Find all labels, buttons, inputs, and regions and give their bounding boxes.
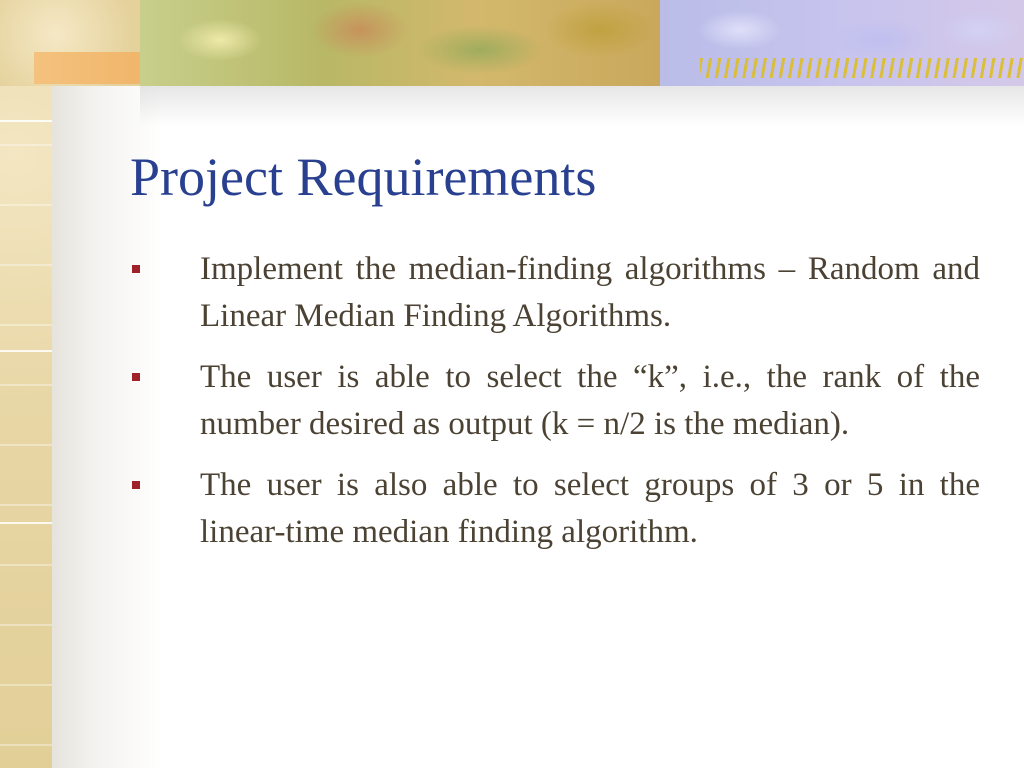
bullet-item [130,354,980,448]
banner-orange-band [34,52,144,84]
bullet-item [130,246,980,340]
decorative-banner [0,0,1024,86]
banner-grass-image [700,58,1024,78]
slide-title: Project Requirements [130,147,597,207]
bullet-marker-icon [132,373,140,381]
strip-seam [0,522,52,524]
left-parchment-strip [0,0,52,768]
bullet-list [130,246,980,570]
bullet-item [130,462,980,556]
strip-seam [0,120,52,122]
bullet-marker-icon [132,265,140,273]
banner-shadow [140,86,1024,126]
bullet-text: Implement the median-finding algorithms – Random and Linear Median Finding Algorithms. [200,251,980,334]
bullet-marker-icon [132,481,140,489]
strip-seam [0,350,52,352]
bullet-text: The user is also able to select groups of 3 or 5 in the linear-time median finding algorithm. [200,467,980,550]
banner-leaves-image [140,0,660,86]
bullet-text: The user is able to select the “k”, i.e., the rank of the number desired as output (k = n/2 is the median). [200,359,980,442]
